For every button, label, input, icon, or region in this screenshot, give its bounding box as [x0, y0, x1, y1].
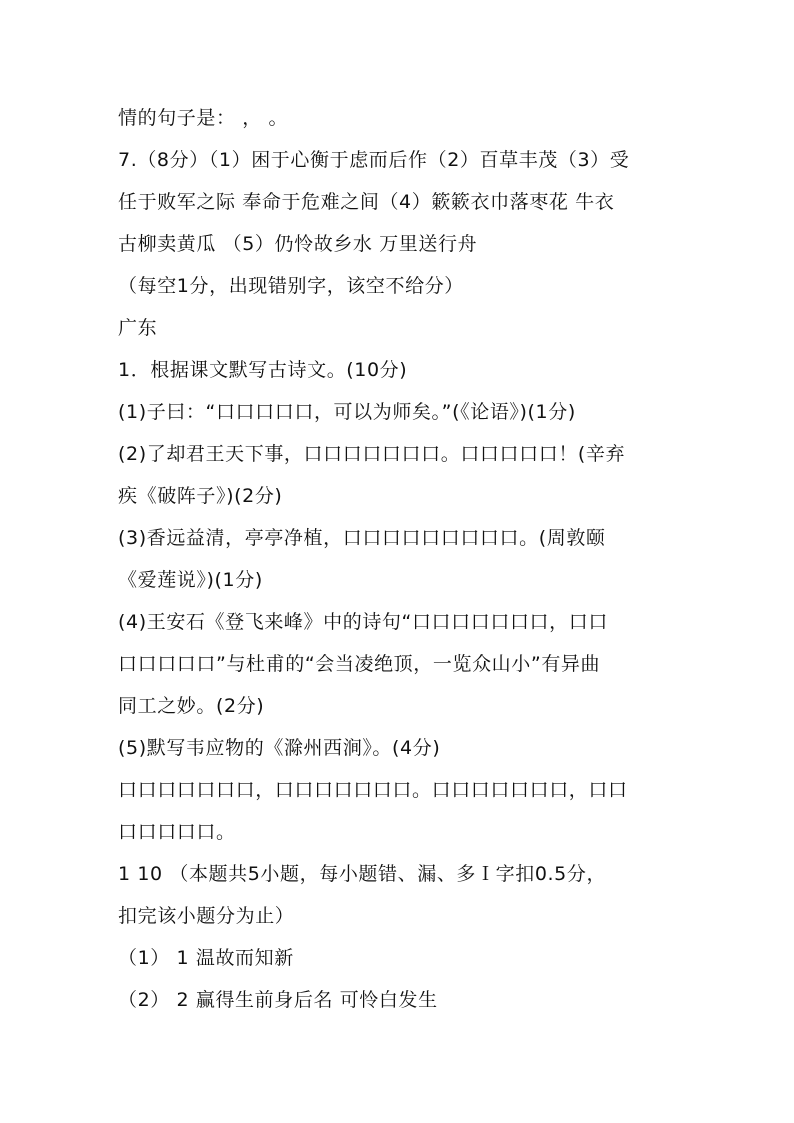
question-heading: 1．根据课文默写古诗文。(10分) — [118, 359, 408, 381]
answer-note: 扣完该小题分为止） — [118, 905, 295, 927]
item-4-part-2: 口口口口口”与杜甫的“会当凌绝顶，一览众山小”有异曲 — [118, 653, 601, 675]
region-heading: 广东 — [118, 317, 158, 339]
answer-heading: 1 10 （本题共5小题，每小题错、漏、多Ｉ字扣0.5分， — [118, 863, 607, 885]
item-5-heading: (5)默写韦应物的《滁州西涧》。(4分) — [118, 737, 441, 759]
text-line-5: （每空1分，出现错别字，该空不给分） — [118, 275, 464, 297]
item-1: (1)子曰：“口口口口口，可以为师矣。”(《论语》)(1分) — [118, 401, 576, 423]
item-2-part-2: 疾《破阵子》)(2分) — [118, 485, 283, 507]
item-5-blanks-1: 口口口口口口口，口口口口口口口。口口口口口口口，口口 — [118, 779, 628, 801]
text-line-3: 任于败军之际 奉命于危难之间（4）簌簌衣巾落枣花 牛衣 — [118, 191, 615, 213]
item-4-part-1: (4)王安石《登飞来峰》中的诗句“口口口口口口口，口口 — [118, 611, 608, 633]
item-3-part-1: (3)香远益清，亭亭净植，口口口口口口口口口。(周敦颐 — [118, 527, 606, 549]
answer-2: （2） 2 赢得生前身后名 可怜白发生 — [118, 989, 438, 1011]
item-5-blanks-2: 口口口口口。 — [118, 821, 236, 843]
answer-1: （1） 1 温故而知新 — [118, 947, 294, 969]
item-3-part-2: 《爱莲说》)(1分) — [118, 569, 263, 591]
text-line-1: 情的句子是： ， 。 — [118, 107, 289, 129]
item-4-part-3: 同工之妙。(2分) — [118, 695, 265, 717]
item-2-part-1: (2)了却君王天下事，口口口口口口口。口口口口口！(辛弃 — [118, 443, 626, 465]
text-line-2: 7.（8分）（1）困于心衡于虑而后作（2）百草丰茂（3）受 — [118, 149, 630, 171]
text-line-4: 古柳卖黄瓜 （5）仍怜故乡水 万里送行舟 — [118, 233, 478, 255]
